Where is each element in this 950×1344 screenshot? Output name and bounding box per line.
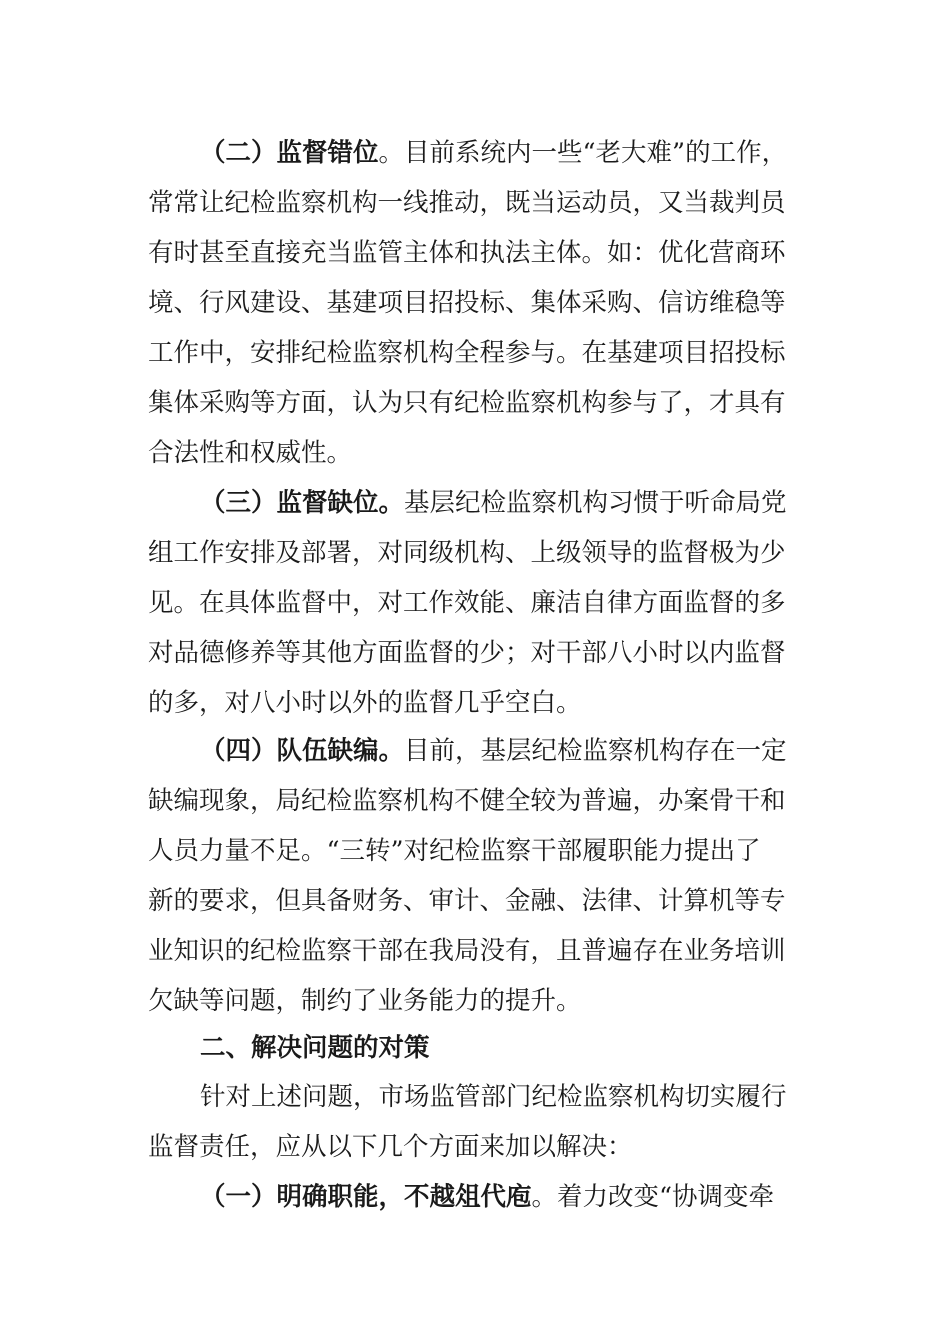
paragraph-line: 缺编现象，局纪检监察机构不健全较为普遍，办案骨干和 bbox=[148, 786, 786, 816]
paragraph-line: 针对上述问题，市场监管部门纪检监察机构切实履行 bbox=[200, 1082, 787, 1112]
paragraph-heading: （一）明确职能，不越俎代庖 bbox=[200, 1182, 532, 1212]
paragraph-heading: （二）监督错位 bbox=[200, 138, 379, 168]
paragraph-line: 合法性和权威性。 bbox=[148, 438, 353, 468]
paragraph-line: 人员力量不足。“三转”对纪检监察干部履职能力提出了 bbox=[148, 836, 761, 866]
paragraph-line: 有时甚至直接充当监管主体和执法主体。如：优化营商环 bbox=[148, 238, 786, 268]
paragraph-heading: （四）队伍缺编。 bbox=[200, 736, 405, 766]
paragraph-line: 欠缺等问题，制约了业务能力的提升。 bbox=[148, 986, 582, 1016]
paragraph-line: 组工作安排及部署，对同级机构、上级领导的监督极为少 bbox=[148, 538, 786, 568]
paragraph-text: 目前，基层纪检监察机构存在一定 bbox=[404, 736, 787, 766]
paragraph-line: 对品德修养等其他方面监督的少；对干部八小时以内监督 bbox=[148, 638, 786, 668]
paragraph-line: 常常让纪检监察机构一线推动，既当运动员，又当裁判员 bbox=[148, 188, 786, 218]
paragraph-line bbox=[200, 133, 787, 173]
paragraph-line: 境、行风建设、基建项目招投标、集体采购、信访维稳等 bbox=[148, 288, 786, 318]
paragraph-line: 集体采购等方面，认为只有纪检监察机构参与了，才具有 bbox=[148, 388, 786, 418]
paragraph-line bbox=[200, 731, 787, 771]
paragraph-line bbox=[200, 483, 787, 523]
paragraph-text: 基层纪检监察机构习惯于听命局党 bbox=[404, 488, 787, 518]
paragraph-line: 新的要求，但具备财务、审计、金融、法律、计算机等专 bbox=[148, 886, 786, 916]
paragraph-text: 。着力改变“协调变牵 bbox=[531, 1182, 775, 1212]
paragraph-line: 工作中，安排纪检监察机构全程参与。在基建项目招投标 bbox=[148, 338, 786, 368]
paragraph-text: 。目前系统内一些“老大难”的工作， bbox=[378, 138, 788, 168]
paragraph-line: 的多，对八小时以外的监督几乎空白。 bbox=[148, 688, 582, 718]
paragraph-line: 业知识的纪检监察干部在我局没有，且普遍存在业务培训 bbox=[148, 936, 786, 966]
paragraph-line bbox=[200, 1177, 774, 1217]
paragraph-heading: （三）监督缺位。 bbox=[200, 488, 405, 518]
paragraph-line: 见。在具体监督中，对工作效能、廉洁自律方面监督的多 bbox=[148, 588, 786, 618]
section-heading: 二、解决问题的对策 bbox=[200, 1033, 430, 1063]
paragraph-line: 监督责任，应从以下几个方面来加以解决： bbox=[148, 1132, 633, 1162]
